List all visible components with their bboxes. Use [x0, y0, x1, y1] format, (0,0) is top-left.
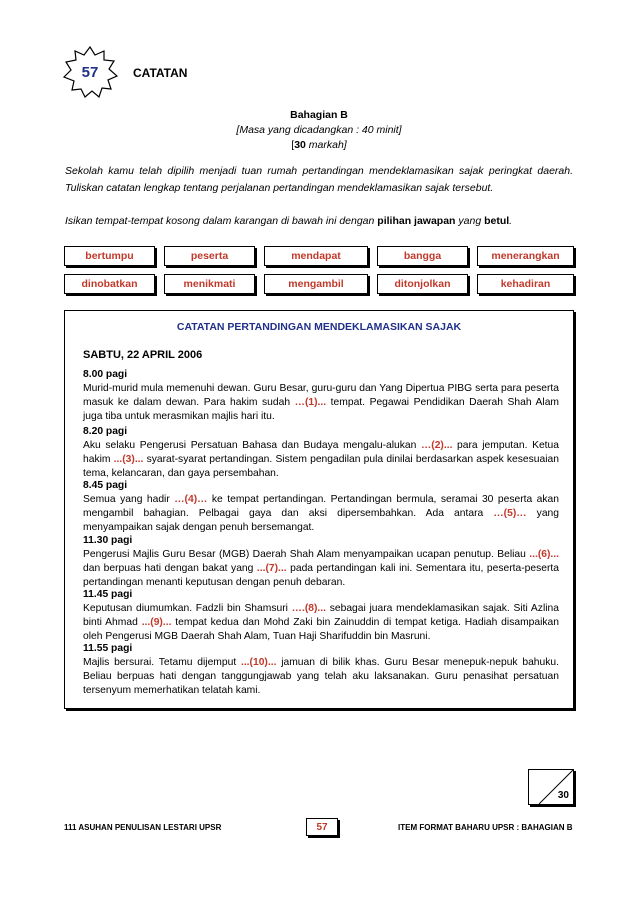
- marks-allocation: [0, 139, 638, 151]
- entry-time: 11.55 pagi: [83, 643, 133, 654]
- entry-time: 8.00 pagi: [83, 369, 128, 380]
- essay-date: SABTU, 22 APRIL 2006: [83, 349, 203, 361]
- page-title: CATATAN: [133, 66, 188, 80]
- instruction-paragraph: Sekolah kamu telah dipilih menjadi tuan rumah pertandingan mendeklamasikan sajak peringkat daerah. Tuliskan catatan lengkap tentang perjalanan pertandingan mendeklamasikan sajak tersebut.: [65, 165, 573, 194]
- entry-time: 11.30 pagi: [83, 535, 133, 546]
- word-option: ditonjolkan: [377, 274, 468, 294]
- page-number-badge: [62, 46, 118, 98]
- blank-9: ...(9)...: [141, 617, 172, 628]
- blank-5: …(5)…: [493, 508, 527, 519]
- fill-in-instruction: [65, 213, 573, 230]
- footer-section: ITEM FORMAT BAHARU UPSR : BAHAGIAN B: [398, 823, 573, 832]
- time-text: [Masa yang dicadangkan : 40 minit]: [236, 124, 402, 136]
- entry-text: tempat kedua dan Mohd Zaki bin Zainuddin di tempat ketiga. Hadiah disampaikan oleh Pengerusi MGB Daerah Shah Alam, Tuan Haji Sharifuddin bin Masruni.: [83, 617, 559, 642]
- marks-rest: markah]: [305, 139, 347, 151]
- score-box: [528, 769, 574, 805]
- blank-10: ...(10)...: [240, 657, 277, 668]
- entry-text: dan berpuas hati dengan bakat yang: [83, 563, 257, 574]
- time-allocation: [0, 124, 638, 136]
- entry-time: 8.45 pagi: [83, 480, 128, 491]
- blank-4: …(4)…: [174, 494, 208, 505]
- footer-book-title: 111 ASUHAN PENULISAN LESTARI UPSR: [64, 823, 222, 832]
- entry-text: syarat-syarat pertandingan. Sistem pengadilan pula dinilai berdasarkan aspek kesesuaian tema, kelancaran, dan gaya persembahan.: [83, 454, 560, 479]
- entry-text: ke tempat pertandingan. Pertandingan bermula, seramai 30 peserta akan mengambil bahagian. Pelbagai gaya dan aksi dipersembahkan. Ada antara: [83, 494, 559, 519]
- blank-3: ...(3)...: [113, 454, 144, 465]
- blank-7: ...(7)...: [256, 563, 287, 574]
- instr-bold-choice: pilihan jawapan: [377, 215, 456, 227]
- word-option: kehadiran: [477, 274, 574, 294]
- blank-8: ….(8)...: [291, 603, 326, 614]
- footer-page-number: 57: [306, 818, 338, 836]
- log-entry: [83, 368, 559, 424]
- word-option: bertumpu: [64, 246, 155, 266]
- log-entry: [83, 425, 559, 481]
- instr-text-mid: yang: [455, 215, 485, 227]
- word-option: peserta: [164, 246, 255, 266]
- entry-text: Semua yang hadir: [83, 494, 175, 505]
- entry-text: jamuan di bilik khas. Guru Besar menepuk-nepuk bahuku. Beliau berpuas hati dengan tanggungjawab yang telah aku laksanakan. Guru penasihat persatuan tersenyum memerhatikan telatah kami.: [83, 657, 559, 696]
- blank-2: …(2)...: [420, 440, 453, 451]
- word-option: mengambil: [264, 274, 368, 294]
- section-heading: Bahagian B: [290, 109, 348, 121]
- marks-number: 30: [294, 139, 306, 151]
- instr-text-start: Isikan tempat-tempat kosong dalam karangan di bawah ini dengan: [65, 215, 378, 227]
- blank-1: …(1)...: [294, 397, 327, 408]
- entry-time: 8.20 pagi: [83, 426, 128, 437]
- word-option: dinobatkan: [64, 274, 155, 294]
- blank-6: ...(6)...: [529, 549, 559, 560]
- entry-text: pada pertandingan kali ini. Sementara itu, peserta-peserta pertandingan menanti keputusan dengan penuh debaran.: [83, 563, 559, 588]
- essay-box: [64, 310, 574, 709]
- log-entry: [83, 534, 559, 590]
- marks-open: [: [291, 139, 295, 151]
- entry-time: 11.45 pagi: [83, 589, 133, 600]
- word-option: mendapat: [264, 246, 368, 266]
- entry-text: Aku selaku Pengerusi Persatuan Bahasa dan Budaya mengalu-alukan: [83, 440, 421, 451]
- word-option: menikmati: [164, 274, 255, 294]
- log-entry: [83, 479, 559, 535]
- entry-text: Pengerusi Majlis Guru Besar (MGB) Daerah Shah Alam menyampaikan ucapan penutup. Beliau: [83, 549, 530, 560]
- instr-bold-correct: betul: [484, 215, 510, 227]
- entry-text: tempat. Pegawai Pendidikan Daerah Shah Alam juga tiba untuk merasmikan majlis hari itu.: [83, 397, 559, 422]
- entry-text: Murid-murid mula memenuhi dewan. Guru Besar, guru-guru dan Yang Dipertua PIBG serta para peserta masuk ke dalam dewan. Para hakim sudah: [83, 383, 559, 408]
- entry-text: Keputusan diumumkan. Fadzli bin Shamsuri: [83, 603, 292, 614]
- entry-text: sebagai juara mendeklamasikan sajak. Siti Azlina binti Ahmad: [83, 603, 559, 628]
- entry-text: para jemputan. Ketua hakim: [83, 440, 559, 465]
- log-entry: [83, 588, 559, 644]
- word-option: bangga: [377, 246, 468, 266]
- instr-text-end: .: [509, 215, 513, 227]
- entry-text: Majlis bersurai. Tetamu dijemput: [83, 657, 241, 668]
- word-option: menerangkan: [477, 246, 574, 266]
- total-marks: 30: [557, 790, 569, 801]
- entry-text: yang menyampaikan sajak dengan penuh bersemangat.: [83, 508, 559, 533]
- badge-number: 57: [81, 63, 99, 81]
- log-entry: [83, 642, 559, 698]
- essay-title: CATATAN PERTANDINGAN MENDEKLAMASIKAN SAJAK: [176, 321, 462, 333]
